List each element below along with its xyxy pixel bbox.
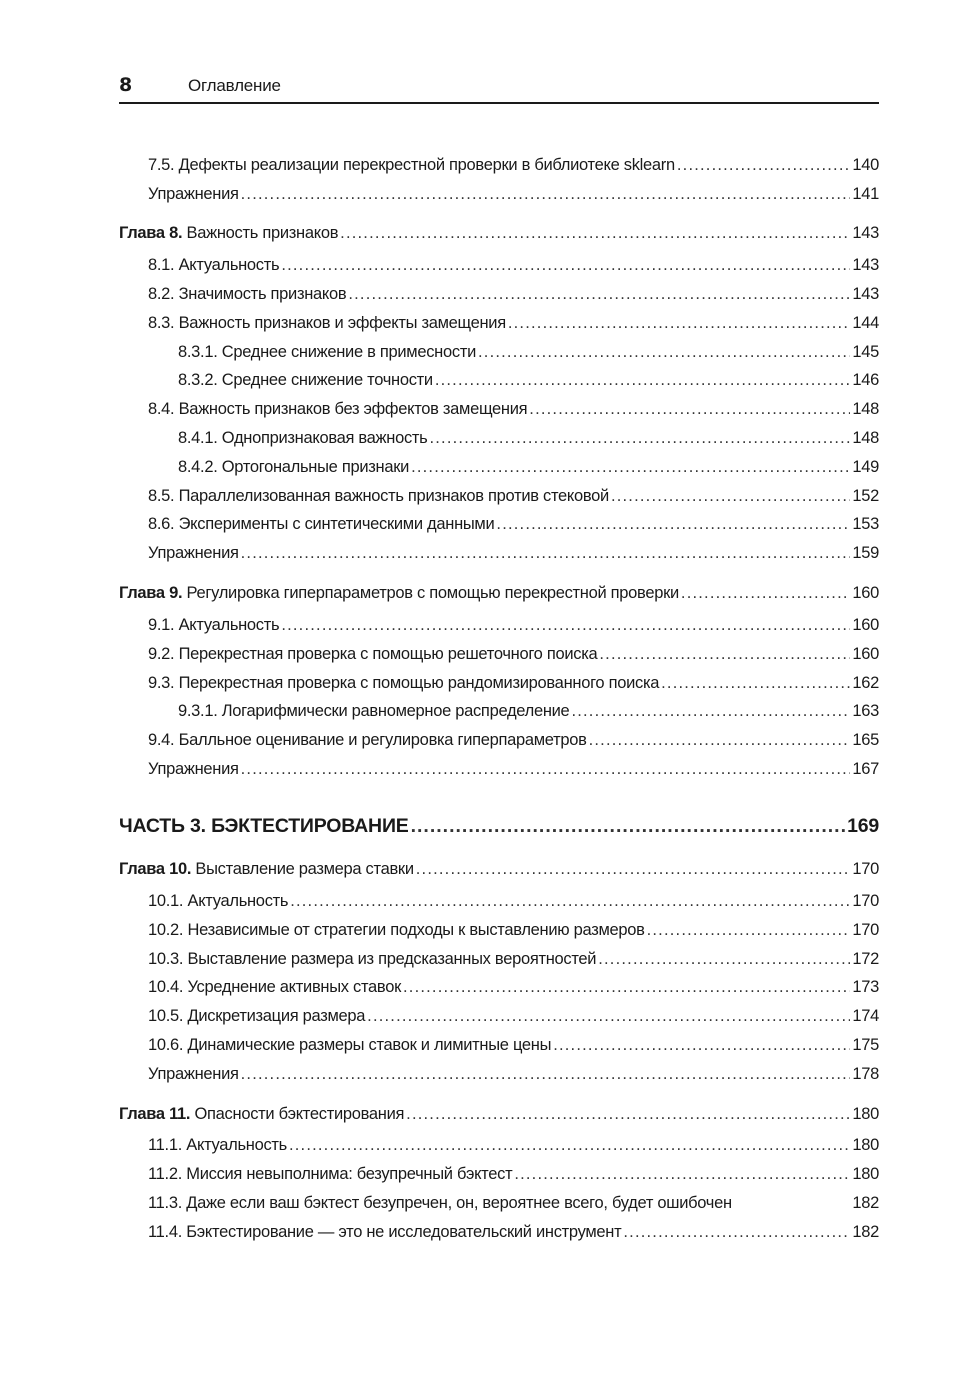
entry-text: 9.3. Перекрестная проверка с помощью рандомизированного поиска: [148, 674, 660, 692]
entry-text: 10.6. Динамические размеры ставок и лимитные цены: [148, 1036, 552, 1054]
toc-entry[interactable]: [0, 702, 974, 728]
toc-entry-title: [178, 343, 476, 362]
page-number: 8: [119, 74, 133, 96]
entry-text: 8.4.2. Ортогональные признаки: [178, 458, 410, 476]
page-ref: 167: [852, 760, 879, 778]
entry-text: Опасности бэктестирования: [194, 1105, 405, 1123]
page-ref: 149: [852, 458, 879, 476]
page-ref: 170: [852, 921, 879, 939]
toc-chapter-entry[interactable]: [0, 860, 974, 886]
dot-leader: [340, 224, 850, 243]
toc-entry[interactable]: [0, 515, 974, 541]
page-ref: 162: [852, 674, 879, 692]
page-ref: 170: [852, 860, 879, 878]
toc-entry[interactable]: [0, 1165, 974, 1191]
toc-entry[interactable]: [0, 950, 974, 976]
toc-entry[interactable]: [0, 429, 974, 455]
toc-entry[interactable]: [0, 645, 974, 671]
page-ref: 141: [852, 185, 879, 203]
page-ref: 160: [852, 616, 879, 634]
toc-entry-title: [148, 1007, 365, 1026]
toc-entry-title: [119, 1105, 404, 1124]
toc-entry-title: [148, 544, 239, 563]
toc-entry-title: [148, 1065, 239, 1084]
page-ref: 148: [852, 429, 879, 447]
toc-entry[interactable]: [0, 921, 974, 947]
page-ref: 153: [852, 515, 879, 533]
toc-entry[interactable]: [0, 616, 974, 642]
toc-entry-title: [148, 487, 609, 506]
entry-text: 9.1. Актуальность: [148, 616, 280, 634]
toc-entry[interactable]: [0, 314, 974, 340]
toc-entry-title: [148, 1223, 621, 1242]
entry-text: Выставление размера ставки: [195, 860, 414, 878]
dot-leader: [598, 950, 850, 969]
page-ref: 143: [852, 256, 879, 274]
entry-text: 9.3.1. Логарифмически равномерное распределение: [178, 702, 570, 720]
dot-leader: [589, 731, 851, 750]
entry-text: 8.1. Актуальность: [148, 256, 280, 274]
dot-leader: [406, 1105, 850, 1124]
toc-entry-title: [148, 1194, 732, 1213]
entry-text: 8.3.1. Среднее снижение в примесности: [178, 343, 476, 361]
dot-leader: [241, 185, 851, 204]
toc-entry[interactable]: [0, 487, 974, 513]
dot-leader: [241, 544, 851, 563]
entry-text: ЧАСТЬ 3. БЭКТЕСТИРОВАНИЕ: [119, 815, 409, 837]
toc-entry-title: [119, 584, 679, 603]
entry-text: 10.3. Выставление размера из предсказанных вероятностей: [148, 950, 597, 968]
page-ref: 145: [852, 343, 879, 361]
page-ref: 175: [852, 1036, 879, 1054]
entry-text: 8.3.2. Среднее снижение точности: [178, 371, 433, 389]
toc-entry[interactable]: [0, 1007, 974, 1033]
entry-text: Упражнения: [148, 185, 239, 203]
page-ref: 182: [852, 1194, 879, 1212]
toc-entry-title: [119, 224, 338, 243]
page-ref: 169: [847, 815, 879, 837]
page-ref: 180: [852, 1136, 879, 1154]
page-ref: 174: [852, 1007, 879, 1025]
toc-entry-title: [178, 702, 569, 721]
page-ref: 160: [852, 645, 879, 663]
toc-chapter-entry[interactable]: [0, 224, 974, 250]
dot-leader: [553, 1036, 850, 1055]
toc-entry[interactable]: [0, 892, 974, 918]
page-ref: 140: [852, 156, 879, 174]
chapter-number: Глава 8.: [119, 224, 183, 242]
toc-entry-title: [148, 314, 506, 333]
toc-entry-title: [178, 429, 427, 448]
dot-leader: [508, 314, 851, 333]
page-ref: 165: [852, 731, 879, 749]
page-header: [119, 74, 879, 104]
page-ref: 163: [852, 702, 879, 720]
toc-entry-title: [148, 400, 527, 419]
dot-leader: [623, 1223, 850, 1242]
toc-entry-title: [148, 674, 659, 693]
page-ref: 160: [852, 584, 879, 602]
chapter-number: Глава 11.: [119, 1105, 191, 1123]
dot-leader: [478, 343, 850, 362]
dot-leader: [571, 702, 850, 721]
toc-entry-title: [148, 616, 279, 635]
entry-text: 11.3. Даже если ваш бэктест безупречен, он, вероятнее всего, будет ошибочен: [148, 1194, 732, 1212]
page-ref: 180: [852, 1165, 879, 1183]
toc-entry-title: [148, 645, 597, 664]
page-ref: 159: [852, 544, 879, 562]
entry-text: 11.4. Бэктестирование — это не исследовательский инструмент: [148, 1223, 622, 1241]
dot-leader: [241, 760, 851, 779]
toc-entry-title: [119, 815, 409, 838]
page-ref: 143: [852, 224, 879, 242]
page-ref: 172: [852, 950, 879, 968]
dot-leader: [411, 458, 850, 477]
dot-leader: [611, 487, 850, 506]
running-title: Оглавление: [188, 76, 281, 95]
entry-text: Регулировка гиперпараметров с помощью перекрестной проверки: [186, 584, 679, 602]
dot-leader: [416, 860, 851, 879]
dot-leader: [529, 400, 850, 419]
page-ref: 146: [852, 371, 879, 389]
toc-chapter-entry[interactable]: [0, 584, 974, 610]
entry-text: Упражнения: [148, 544, 239, 562]
chapter-number: Глава 10.: [119, 860, 192, 878]
page-ref: 148: [852, 400, 879, 418]
toc-entry-title: [178, 458, 409, 477]
toc-entry-title: [148, 515, 494, 534]
toc-entry[interactable]: [0, 343, 974, 369]
page-ref: 144: [852, 314, 879, 332]
dot-leader: [281, 256, 850, 275]
dot-leader: [435, 371, 851, 390]
toc-entry-title: [148, 921, 645, 940]
dot-leader: [681, 584, 850, 603]
dot-leader: [348, 285, 850, 304]
toc-entry[interactable]: [0, 674, 974, 700]
dot-leader: [429, 429, 850, 448]
dot-leader: [599, 645, 850, 664]
toc-entry[interactable]: [0, 1136, 974, 1162]
toc-entry-title: [148, 892, 288, 911]
page-ref: 182: [852, 1223, 879, 1241]
entry-text: 11.1. Актуальность: [148, 1136, 287, 1154]
page-ref: 173: [852, 978, 879, 996]
toc-entry-title: [148, 760, 239, 779]
toc-entry-title: [148, 978, 401, 997]
entry-text: 8.4.1. Однопризнаковая важность: [178, 429, 428, 447]
toc-entry[interactable]: [0, 1223, 974, 1249]
dot-leader: [647, 921, 851, 940]
entry-text: 8.6. Эксперименты с синтетическими данными: [148, 515, 495, 533]
toc-entry-title: [148, 950, 596, 969]
toc-entry-title: [148, 256, 279, 275]
toc-entry[interactable]: [0, 458, 974, 484]
toc-entry[interactable]: [0, 285, 974, 311]
toc-entry[interactable]: [0, 1194, 974, 1220]
page-ref: 170: [852, 892, 879, 910]
toc-part-entry[interactable]: [0, 815, 974, 841]
entry-text: 7.5. Дефекты реализации перекрестной проверки в библиотеке sklearn: [148, 156, 675, 174]
toc-entry[interactable]: [0, 156, 974, 182]
page-ref: 180: [852, 1105, 879, 1123]
entry-text: Упражнения: [148, 760, 239, 778]
entry-text: 8.4. Важность признаков без эффектов замещения: [148, 400, 528, 418]
entry-text: Важность признаков: [186, 224, 339, 242]
dot-leader: [661, 674, 850, 693]
toc-entry[interactable]: [0, 760, 974, 786]
toc-entry[interactable]: [0, 978, 974, 1004]
toc-entry[interactable]: [0, 256, 974, 282]
entry-text: 9.4. Балльное оценивание и регулировка гиперпараметров: [148, 731, 587, 749]
entry-text: 8.2. Значимость признаков: [148, 285, 347, 303]
page-ref: 178: [852, 1065, 879, 1083]
toc-entry[interactable]: [0, 371, 974, 397]
entry-text: Упражнения: [148, 1065, 239, 1083]
entry-text: 9.2. Перекрестная проверка с помощью решеточного поиска: [148, 645, 598, 663]
toc-entry-title: [148, 1136, 287, 1155]
toc-entry-title: [148, 731, 587, 750]
page-ref: 143: [852, 285, 879, 303]
entry-text: 11.2. Миссия невыполнима: безупречный бэктест: [148, 1165, 513, 1183]
page-ref: 152: [852, 487, 879, 505]
entry-text: 8.5. Параллелизованная важность признаков против стековой: [148, 487, 609, 505]
toc-entry[interactable]: [0, 400, 974, 426]
dot-leader: [677, 156, 850, 175]
dot-leader: [289, 1136, 850, 1155]
toc-entry-title: [148, 285, 346, 304]
dot-leader: [367, 1007, 850, 1026]
toc-entry[interactable]: [0, 544, 974, 570]
dot-leader: [496, 515, 850, 534]
entry-text: 10.1. Актуальность: [148, 892, 289, 910]
dot-leader: [290, 892, 850, 911]
toc-entry-title: [148, 1036, 551, 1055]
entry-text: 10.4. Усреднение активных ставок: [148, 978, 402, 996]
toc-entry-title: [148, 156, 675, 175]
dot-leader: [411, 815, 845, 838]
header-rule: [119, 102, 879, 104]
toc-entry[interactable]: [0, 185, 974, 211]
toc-entry[interactable]: [0, 1036, 974, 1062]
entry-text: 8.3. Важность признаков и эффекты замещения: [148, 314, 506, 332]
toc-entry[interactable]: [0, 1065, 974, 1091]
dot-leader: [281, 616, 850, 635]
dot-leader: [241, 1065, 851, 1084]
toc-entry-title: [148, 1165, 512, 1184]
dot-leader: [514, 1165, 850, 1184]
toc-entry[interactable]: [0, 731, 974, 757]
dot-leader: [403, 978, 850, 997]
toc-entry-title: [148, 185, 239, 204]
chapter-number: Глава 9.: [119, 584, 183, 602]
toc-entry-title: [178, 371, 433, 390]
toc-entry-title: [119, 860, 414, 879]
entry-text: 10.5. Дискретизация размера: [148, 1007, 366, 1025]
entry-text: 10.2. Независимые от стратегии подходы к выставлению размеров: [148, 921, 645, 939]
toc-chapter-entry[interactable]: [0, 1105, 974, 1131]
